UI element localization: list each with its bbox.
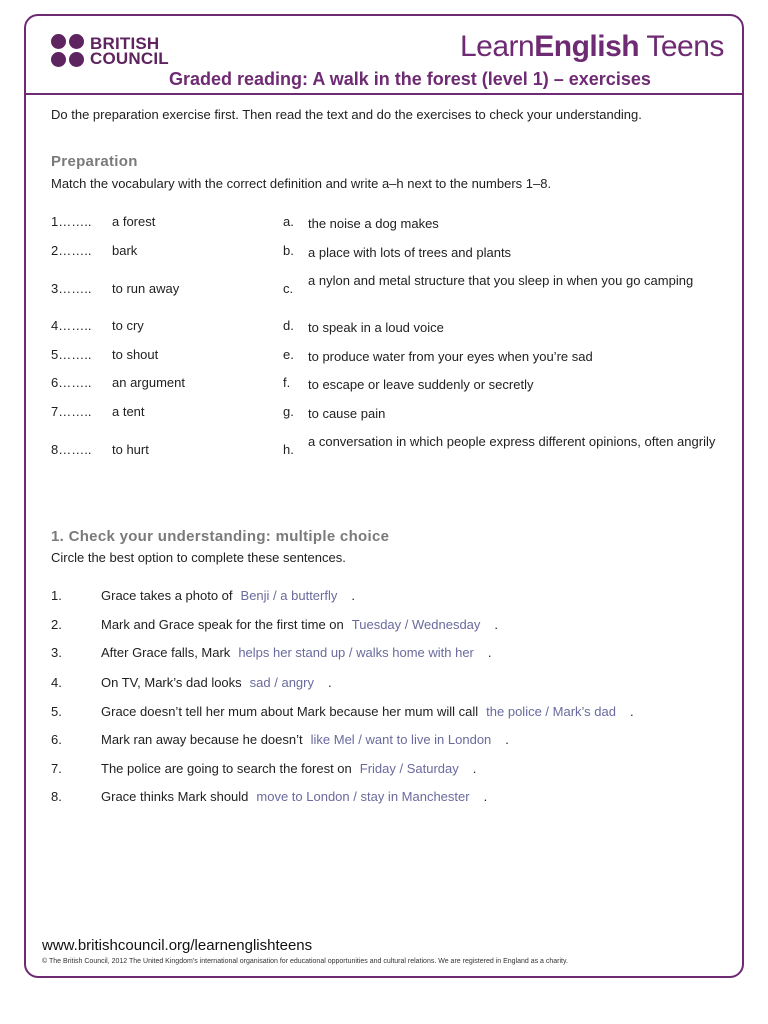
definition-letter: h. — [283, 442, 294, 457]
mc-answer-options[interactable]: Friday / Saturday — [359, 761, 459, 776]
mc-sentence-end: . — [505, 732, 509, 747]
vocab-definition: a place with lots of trees and plants — [308, 245, 512, 260]
mc-question-text: On TV, Mark’s dad looks — [101, 675, 242, 690]
mc-question-number: 6. — [51, 732, 62, 747]
mc-answer-options[interactable]: Benji / a butterfly — [240, 588, 338, 603]
vocab-number[interactable]: 3…….. — [51, 281, 92, 296]
vocab-number[interactable]: 2…….. — [51, 243, 92, 258]
vocab-word: an argument — [112, 375, 185, 390]
vocab-word: a forest — [112, 214, 156, 229]
mc-answer-options[interactable]: move to London / stay in Manchester — [256, 789, 470, 804]
mc-sentence — [101, 617, 498, 632]
vocab-definition: to cause pain — [308, 406, 386, 421]
mc-heading: 1. Check your understanding: multiple choice — [51, 528, 390, 545]
mc-answer-options[interactable]: Tuesday / Wednesday — [351, 617, 481, 632]
vocab-definition: the noise a dog makes — [308, 216, 439, 231]
mc-answer-options[interactable]: like Mel / want to live in London — [310, 732, 492, 747]
mc-answer-options[interactable]: the police / Mark’s dad — [486, 704, 616, 719]
vocab-number[interactable]: 1…….. — [51, 214, 92, 229]
vocab-number[interactable]: 6…….. — [51, 375, 92, 390]
mc-sentence — [101, 704, 634, 719]
definition-letter: d. — [283, 318, 294, 333]
vocab-word: to run away — [112, 281, 180, 296]
vocab-number[interactable]: 7…….. — [51, 404, 92, 419]
mc-sentence-end: . — [328, 675, 332, 690]
definition-letter: a. — [283, 214, 294, 229]
vocab-number[interactable]: 5…….. — [51, 347, 92, 362]
preparation-heading: Preparation — [51, 153, 138, 170]
mc-sentence — [101, 645, 492, 660]
mc-instruction: Circle the best option to complete these sentences. — [51, 550, 346, 565]
vocab-number[interactable]: 8…….. — [51, 442, 92, 457]
mc-question-text: Grace doesn’t tell her mum about Mark because her mum will call — [101, 704, 479, 719]
vocab-word: a tent — [112, 404, 145, 419]
mc-question-number: 3. — [51, 645, 62, 660]
mc-sentence-end: . — [487, 645, 492, 660]
header-divider — [24, 93, 744, 95]
mc-question-number: 7. — [51, 761, 62, 776]
vocab-definition: to speak in a loud voice — [308, 320, 444, 335]
intro-text: Do the preparation exercise first. Then read the text and do the exercises to check your understanding. — [51, 107, 642, 122]
vocab-definition: to escape or leave suddenly or secretly — [308, 377, 534, 392]
definition-letter: g. — [283, 404, 294, 419]
vocab-word: to hurt — [112, 442, 149, 457]
learnenglish-teens-brand: LearnEnglish Teens — [460, 30, 724, 63]
mc-sentence-end: . — [494, 617, 499, 632]
mc-question-text: Grace thinks Mark should — [101, 789, 249, 804]
mc-question-number: 4. — [51, 675, 62, 690]
mc-sentence — [101, 588, 355, 603]
logo-line-1: BRITISH — [90, 33, 160, 53]
vocab-definition: a conversation in which people express different opinions, often angrily — [308, 434, 716, 449]
mc-question-text: The police are going to search the forest on — [101, 761, 352, 776]
vocab-definition: to produce water from your eyes when you’re sad — [308, 349, 593, 364]
mc-answer-options[interactable]: sad / angry — [249, 675, 314, 690]
mc-sentence-end: . — [472, 761, 477, 776]
vocab-word: to shout — [112, 347, 159, 362]
logo-dots-icon — [51, 34, 84, 67]
mc-question-text: After Grace falls, Mark — [101, 645, 231, 660]
mc-sentence-end: . — [630, 704, 634, 719]
mc-question-text: Grace takes a photo of — [101, 588, 233, 603]
mc-sentence-end: . — [351, 588, 355, 603]
definition-letter: f. — [283, 375, 291, 390]
mc-question-number: 1. — [51, 588, 62, 603]
logo-line-2: COUNCIL — [90, 48, 169, 68]
mc-question-text: Mark ran away because he doesn’t — [101, 732, 303, 747]
mc-sentence — [101, 789, 487, 804]
preparation-instruction: Match the vocabulary with the correct definition and write a–h next to the numbers 1–8. — [51, 176, 552, 191]
mc-question-number: 5. — [51, 704, 62, 719]
mc-sentence — [101, 761, 476, 776]
document-title: Graded reading: A walk in the forest (level 1) – exercises — [169, 69, 651, 89]
vocab-number[interactable]: 4…….. — [51, 318, 92, 333]
definition-letter: b. — [283, 243, 294, 258]
definition-letter: e. — [283, 347, 294, 362]
mc-question-number: 2. — [51, 617, 62, 632]
mc-question-number: 8. — [51, 789, 62, 804]
definition-letter: c. — [283, 281, 294, 296]
british-council-logo — [51, 34, 169, 67]
vocab-word: to cry — [112, 318, 144, 333]
mc-sentence — [101, 732, 509, 747]
vocab-word: bark — [112, 243, 138, 258]
mc-sentence-end: . — [483, 789, 488, 804]
mc-sentence — [101, 675, 332, 690]
footer-copyright: © The British Council, 2012 The United Kingdom’s international organisation for educational opportunities and cultural relations. We are registered in England as a charity. — [42, 958, 568, 965]
footer-url[interactable]: www.britishcouncil.org/learnenglishteens — [42, 937, 313, 954]
vocab-definition: a nylon and metal structure that you sleep in when you go camping — [308, 273, 694, 288]
mc-question-text: Mark and Grace speak for the first time on — [101, 617, 344, 632]
mc-answer-options[interactable]: helps her stand up / walks home with her — [238, 645, 474, 660]
